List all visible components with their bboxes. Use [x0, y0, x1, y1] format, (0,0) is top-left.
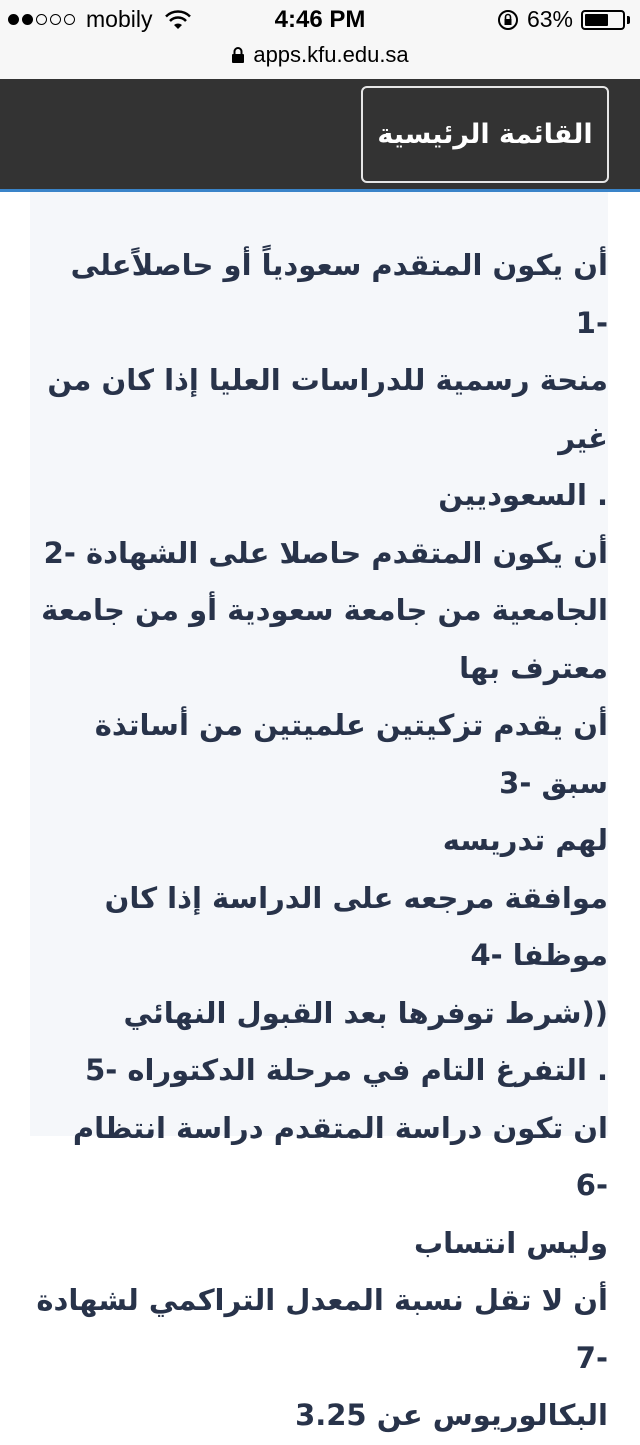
- requirement-line: موافقة مرجعه على الدراسة إذا كان موظفا -4: [104, 880, 608, 972]
- battery-tip: [627, 16, 630, 24]
- requirement-line: . التفرغ التام في مرحلة الدكتوراه -5: [85, 1053, 608, 1087]
- status-bar: [0, 0, 640, 40]
- requirement-line: أن يكون المتقدم سعودياً أو حاصلاًعلى -1: [70, 248, 608, 340]
- url-domain: apps.kfu.edu.sa: [253, 42, 409, 67]
- battery-percent: 63%: [526, 6, 573, 32]
- requirement-line: . السعوديين: [438, 478, 608, 512]
- rotation-lock-icon: [497, 9, 519, 31]
- requirement-line: أن لا تقل نسبة المعدل التراكمي لشهادة -7: [36, 1283, 608, 1375]
- requirement-line: الجامعية من جامعة سعودية أو من جامعة: [41, 593, 608, 627]
- requirement-line: أن يكون المتقدم حاصلا على الشهادة -2: [43, 535, 608, 570]
- requirement-line: ان تكون دراسة المتقدم دراسة انتظام -6: [72, 1110, 608, 1202]
- requirement-line: لهم تدريسه: [442, 823, 608, 857]
- status-right: [497, 6, 630, 33]
- nav-header: [0, 79, 640, 192]
- requirement-line: ((شرط توفرها بعد القبول النهائي: [123, 995, 608, 1030]
- requirement-line: معترف بها: [459, 650, 608, 685]
- requirement-line: منحة رسمية للدراسات العليا إذا كان من غير: [47, 363, 608, 455]
- requirement-line: أن يقدم تزكيتين علميتين من أساتذة سبق -3: [94, 708, 608, 800]
- padlock-icon: [231, 46, 245, 64]
- carrier-name: mobily: [86, 6, 153, 32]
- url-bar[interactable]: [0, 40, 640, 79]
- requirements-list: [34, 237, 608, 1445]
- requirement-line: البكالوريوس عن 3.25: [295, 1398, 608, 1432]
- battery-level: [585, 14, 608, 26]
- main-menu-button[interactable]: القائمة الرئيسية: [361, 86, 609, 183]
- requirement-line: وليس انتساب: [413, 1225, 608, 1260]
- battery-icon: [581, 10, 625, 30]
- status-time: 4:46 PM: [274, 6, 366, 33]
